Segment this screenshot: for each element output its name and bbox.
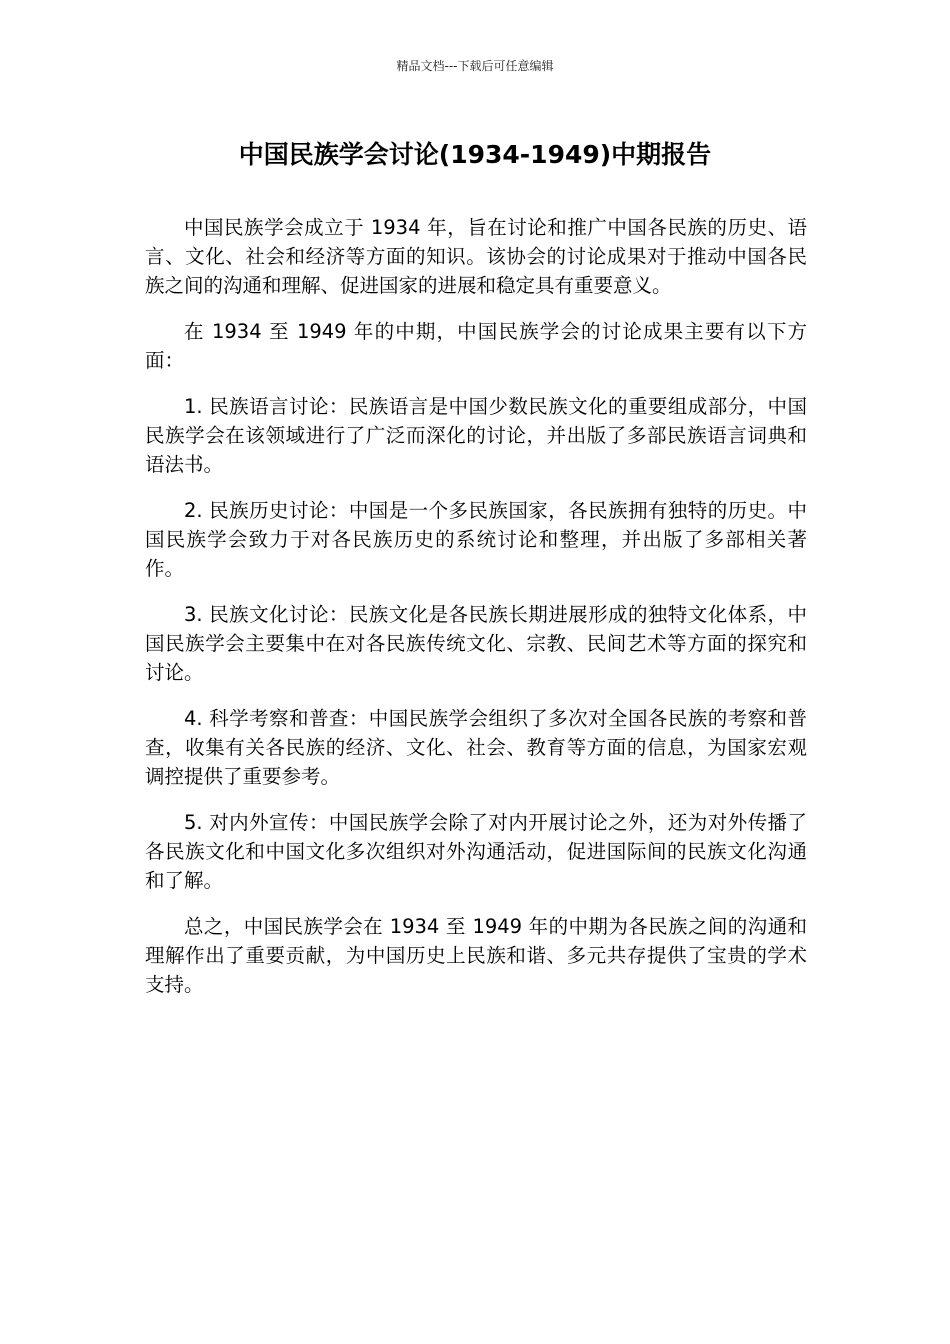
- paragraph-item-history: 2. 民族历史讨论：中国是一个多民族国家，各民族拥有独特的历史。中国民族学会致力于对各民族历史的系统讨论和整理，并出版了多部相关著作。: [145, 499, 807, 580]
- paragraph-item-publicity: 5. 对内外宣传：中国民族学会除了对内开展讨论之外，还为对外传播了各民族文化和中国文化多次组织对外沟通活动，促进国际间的民族文化沟通和了解。: [145, 811, 807, 892]
- header-note: 精品文档---下载后可任意编辑: [396, 59, 554, 73]
- document-body: [145, 213, 807, 1016]
- paragraph-conclusion: 总之，中国民族学会在 1934 至 1949 年的中期为各民族之间的沟通和理解作出了重要贡献，为中国历史上民族和谐、多元共存提供了宝贵的学术支持。: [145, 915, 807, 996]
- document-title: 中国民族学会讨论(1934-1949)中期报告: [238, 140, 712, 169]
- paragraph-item-language: 1. 民族语言讨论：民族语言是中国少数民族文化的重要组成部分，中国民族学会在该领域进行了广泛而深化的讨论，并出版了多部民族语言词典和语法书。: [145, 395, 807, 476]
- paragraph-intro: 中国民族学会成立于 1934 年，旨在讨论和推广中国各民族的历史、语言、文化、社会和经济等方面的知识。该协会的讨论成果对于推动中国各民族之间的沟通和理解、促进国家的进展和稳定具有重要意义。: [145, 216, 807, 297]
- paragraph-item-culture: 3. 民族文化讨论：民族文化是各民族长期进展形成的独特文化体系，中国民族学会主要集中在对各民族传统文化、宗教、民间艺术等方面的探究和讨论。: [145, 603, 807, 684]
- paragraph-item-survey: 4. 科学考察和普查：中国民族学会组织了多次对全国各民族的考察和普查，收集有关各民族的经济、文化、社会、教育等方面的信息，为国家宏观调控提供了重要参考。: [145, 707, 807, 788]
- paragraph-overview: 在 1934 至 1949 年的中期，中国民族学会的讨论成果主要有以下方面：: [145, 320, 807, 372]
